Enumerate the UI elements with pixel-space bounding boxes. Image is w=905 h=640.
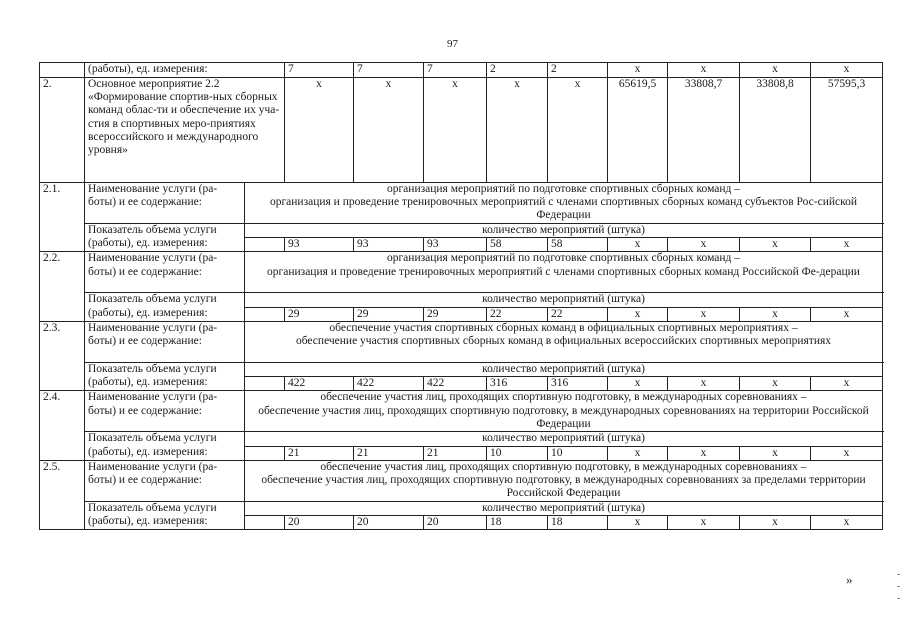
activity-title: Основное мероприятие 2.2 «Формирование спортив-ных сборных команд облас-ти и обеспечение их уча-стия в спортивных меро-приятиях всероссийского и международного уровня» — [85, 78, 285, 183]
service-name-label: Наименование услуги (ра-боты) и ее содержание: — [85, 183, 245, 224]
service-category: обеспечение участия спортивных сборных команд в официальных спортивных мероприятиях – — [329, 321, 798, 334]
value-cell: х — [668, 377, 740, 391]
value-cell: х — [548, 78, 608, 183]
spacer-cell — [245, 307, 285, 321]
value-cell: 21 — [424, 446, 487, 460]
value-cell: 29 — [285, 307, 354, 321]
row-number: 2.1. — [40, 183, 85, 252]
value-cell: 20 — [285, 515, 354, 529]
service-category: обеспечение участия лиц, проходящих спортивную подготовку, в международных соревнованиях – — [320, 391, 807, 404]
value-cell: 22 — [548, 307, 608, 321]
value-cell: х — [487, 78, 548, 183]
service-category: организация мероприятий по подготовке спортивных сборных команд – — [386, 252, 741, 265]
service-row — [40, 321, 883, 362]
table-body — [40, 63, 883, 530]
value-cell: 2 — [548, 63, 608, 78]
value-cell: 316 — [548, 377, 608, 391]
value-cell: х — [740, 377, 811, 391]
value-cell: 20 — [424, 515, 487, 529]
service-name-label: Наименование услуги (ра-боты) и ее содержание: — [85, 460, 245, 501]
indicator-name: количество мероприятий (штука) — [245, 224, 883, 238]
service-name-label: Наименование услуги (ра-боты) и ее содержание: — [85, 391, 245, 432]
service-content — [245, 252, 883, 293]
margin-mark — [897, 574, 900, 575]
indicator-row — [40, 224, 883, 238]
indicator-label: Показатель объема услуги (работы), ед. измерения: — [85, 362, 245, 390]
value-cell: 2 — [487, 63, 548, 78]
spacer-cell — [245, 515, 285, 529]
service-description: обеспечение участия спортивных сборных команд в официальных всероссийских спортивных мероприятиях — [295, 335, 832, 348]
value-cell: 57595,3 — [811, 78, 883, 183]
indicator-label: (работы), ед. измерения: — [85, 63, 285, 78]
indicator-row — [40, 362, 883, 376]
indicator-name: количество мероприятий (штука) — [245, 362, 883, 376]
value-cell: х — [608, 515, 668, 529]
margin-mark — [897, 598, 900, 599]
service-row — [40, 460, 883, 501]
value-cell: х — [608, 307, 668, 321]
value-cell: 422 — [285, 377, 354, 391]
row-number: 2.2. — [40, 252, 85, 321]
margin-mark — [897, 586, 900, 587]
closing-quote: » — [846, 572, 853, 587]
value-cell: х — [740, 446, 811, 460]
row-number: 2.4. — [40, 391, 85, 460]
value-cell: 316 — [487, 377, 548, 391]
indicator-name: количество мероприятий (штука) — [245, 501, 883, 515]
value-cell: х — [608, 446, 668, 460]
indicator-label: Показатель объема услуги (работы), ед. измерения: — [85, 224, 245, 252]
value-cell: 33808,7 — [668, 78, 740, 183]
service-description: организация и проведение тренировочных мероприятий с членами спортивных сборных команд Российской Фе-дерации — [267, 265, 860, 278]
value-cell: х — [811, 63, 883, 78]
value-cell: 18 — [487, 515, 548, 529]
service-row — [40, 391, 883, 432]
value-cell: х — [608, 377, 668, 391]
value-cell: х — [811, 377, 883, 391]
service-category: обеспечение участия лиц, проходящих спортивную подготовку, в международных соревнованиях – — [320, 460, 807, 473]
value-cell: 20 — [354, 515, 424, 529]
value-cell: 7 — [354, 63, 424, 78]
value-cell: х — [811, 446, 883, 460]
indicator-label: Показатель объема услуги (работы), ед. измерения: — [85, 432, 245, 460]
value-cell: 21 — [354, 446, 424, 460]
value-cell: х — [811, 307, 883, 321]
value-cell: х — [668, 515, 740, 529]
service-description: организация и проведение тренировочных мероприятий с членами спортивных сборных команд субъектов Рос-сийской Федерации — [269, 196, 858, 222]
table-row — [40, 78, 883, 183]
value-cell: х — [668, 446, 740, 460]
service-description: обеспечение участия лиц, проходящих спортивную подготовку, в международных соревнованиях на территории Российской Федерации — [258, 404, 869, 430]
spacer-cell — [245, 377, 285, 391]
row-number: 2.5. — [40, 460, 85, 529]
service-category: организация мероприятий по подготовке спортивных сборных команд – — [386, 183, 741, 195]
row-number — [40, 63, 85, 78]
value-cell: 422 — [354, 377, 424, 391]
value-cell: х — [608, 63, 668, 78]
program-table — [39, 62, 883, 530]
service-content — [245, 321, 883, 362]
value-cell: х — [740, 307, 811, 321]
spacer-cell — [245, 446, 285, 460]
indicator-row — [40, 432, 883, 446]
service-row — [40, 252, 883, 293]
spacer-cell — [245, 238, 285, 252]
service-name-label: Наименование услуги (ра-боты) и ее содержание: — [85, 321, 245, 362]
indicator-row — [40, 293, 883, 307]
value-cell: 21 — [285, 446, 354, 460]
service-row — [40, 183, 883, 224]
value-cell: 18 — [548, 515, 608, 529]
value-cell: 58 — [487, 238, 548, 252]
table-row — [40, 63, 883, 78]
value-cell: х — [424, 78, 487, 183]
value-cell: х — [608, 238, 668, 252]
service-content — [245, 183, 883, 224]
indicator-row — [40, 501, 883, 515]
value-cell: х — [811, 515, 883, 529]
value-cell: 29 — [354, 307, 424, 321]
service-content — [245, 391, 883, 432]
value-cell: 7 — [424, 63, 487, 78]
value-cell: 10 — [487, 446, 548, 460]
value-cell: х — [668, 238, 740, 252]
value-cell: х — [354, 78, 424, 183]
value-cell: 10 — [548, 446, 608, 460]
value-cell: 22 — [487, 307, 548, 321]
indicator-label: Показатель объема услуги (работы), ед. измерения: — [85, 501, 245, 529]
page-number: 97 — [447, 38, 458, 50]
value-cell: 65619,5 — [608, 78, 668, 183]
value-cell: х — [668, 63, 740, 78]
value-cell: 422 — [424, 377, 487, 391]
value-cell: 93 — [354, 238, 424, 252]
value-cell: 29 — [424, 307, 487, 321]
service-name-label: Наименование услуги (ра-боты) и ее содержание: — [85, 252, 245, 293]
value-cell: 7 — [285, 63, 354, 78]
indicator-label: Показатель объема услуги (работы), ед. измерения: — [85, 293, 245, 321]
value-cell: 33808,8 — [740, 78, 811, 183]
value-cell: 58 — [548, 238, 608, 252]
value-cell: 93 — [424, 238, 487, 252]
row-number: 2.3. — [40, 321, 85, 390]
service-content — [245, 460, 883, 501]
value-cell: х — [740, 63, 811, 78]
value-cell: х — [285, 78, 354, 183]
value-cell: х — [740, 238, 811, 252]
indicator-name: количество мероприятий (штука) — [245, 432, 883, 446]
service-description: обеспечение участия лиц, проходящих спортивную подготовку, в международных соревнованиях за пределами территории Российской Федерации — [261, 473, 866, 500]
value-cell: х — [811, 238, 883, 252]
value-cell: х — [740, 515, 811, 529]
row-number: 2. — [40, 78, 85, 183]
indicator-name: количество мероприятий (штука) — [245, 293, 883, 307]
value-cell: 93 — [285, 238, 354, 252]
value-cell: х — [668, 307, 740, 321]
